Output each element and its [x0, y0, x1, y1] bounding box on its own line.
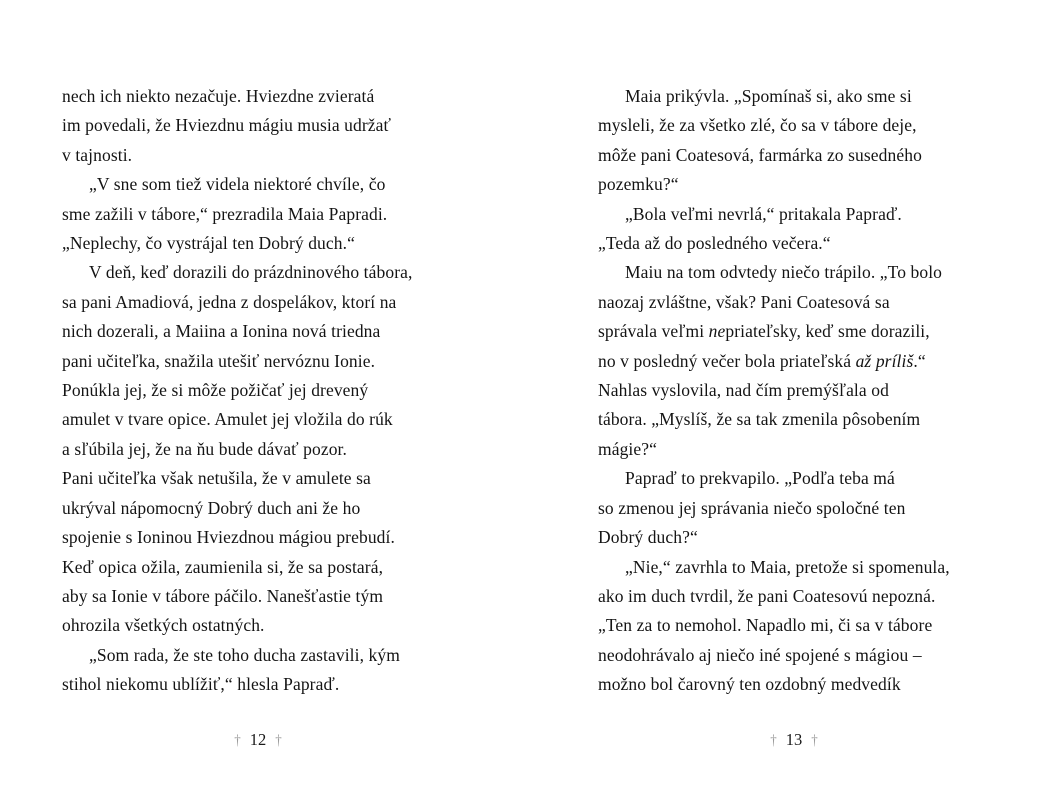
text-line: so zmenou jej správania niečo spoločné ten [598, 497, 906, 518]
text-line: Ponúkla jej, že si môže požičať jej drevený [62, 380, 369, 401]
text-line: nich dozerali, a Maiina a Ionina nová triedna [62, 321, 381, 342]
text-line: Nahlas vyslovila, nad čím premýšľala od [598, 380, 889, 401]
page-footer [62, 730, 454, 750]
text-line: pani učiteľka, snažila utešiť nervóznu Ionie. [62, 350, 376, 371]
text-line: aby sa Ionie v tábore páčilo. Nanešťastie tým [62, 585, 384, 606]
text-line: možno bol čarovný ten ozdobný medvedík [598, 674, 901, 695]
page-footer [598, 730, 990, 750]
text-line: spojenie s Ioninou Hviezdnou mágiou prebudí. [62, 527, 395, 548]
page-left [62, 82, 454, 700]
page-right-text [598, 82, 990, 700]
text-line: správala veľmi nepriateľsky, keď sme dorazili, [598, 321, 930, 342]
text-line: stihol niekomu ublížiť,“ hlesla Papraď. [62, 674, 340, 695]
text-line: ako im duch tvrdil, že pani Coatesovú nepozná. [598, 585, 936, 606]
text-line: v tajnosti. [62, 144, 133, 165]
text-line: a sľúbila jej, že na ňu bude dávať pozor. [62, 438, 347, 459]
text-line: naozaj zvláštne, však? Pani Coatesová sa [598, 291, 890, 312]
text-line: „Som rada, že ste toho ducha zastavili, kým [89, 644, 400, 665]
text-line: nech ich niekto nezačuje. Hviezdne zvieratá [62, 86, 375, 106]
text-line: neodohrávalo aj niečo iné spojené s mágiou – [598, 644, 922, 665]
page-ornament-icon: † [770, 730, 777, 749]
text-line: tábora. „Myslíš, že sa tak zmenila pôsobením [598, 409, 921, 430]
text-line: „Ten za to nemohol. Napadlo mi, či sa v tábore [598, 615, 933, 636]
page-number: 13 [785, 730, 803, 749]
text-line: môže pani Coatesová, farmárka zo susedného [598, 144, 922, 165]
text-line: Maiu na tom odvtedy niečo trápilo. „To bolo [625, 262, 943, 283]
text-line: mysleli, že za všetko zlé, čo sa v tábore deje, [598, 115, 917, 136]
text-line: Dobrý duch?“ [598, 527, 698, 548]
text-line: „Bola veľmi nevrlá,“ pritakala Papraď. [625, 203, 902, 224]
text-line: Pani učiteľka však netušila, že v amulete sa [62, 468, 371, 489]
text-line: „V sne som tiež videla niektoré chvíle, čo [89, 174, 386, 195]
text-line: sa pani Amadiová, jedna z dospelákov, ktorí na [62, 291, 397, 312]
text-line: „Nie,“ zavrhla to Maia, pretože si spomenula, [625, 556, 950, 577]
page-ornament-icon: † [811, 730, 818, 749]
text-line: mágie?“ [598, 438, 657, 459]
text-line: im povedali, že Hviezdnu mágiu musia udržať [62, 115, 392, 136]
page-ornament-icon: † [275, 730, 282, 749]
text-line: amulet v tvare opice. Amulet jej vložila do rúk [62, 409, 393, 430]
text-line: Keď opica ožila, zaumienila si, že sa postará, [62, 556, 384, 577]
text-line: ohrozila všetkých ostatných. [62, 615, 265, 636]
text-line: Papraď to prekvapilo. „Podľa teba má [625, 468, 895, 489]
text-line: pozemku?“ [598, 174, 679, 195]
text-line: „Neplechy, čo vystrájal ten Dobrý duch.“ [62, 233, 355, 254]
page-ornament-icon: † [234, 730, 241, 749]
text-line: „Teda až do posledného večera.“ [598, 233, 831, 254]
text-line: Maia prikývla. „Spomínaš si, ako sme si [625, 86, 912, 106]
page-left-text [62, 82, 454, 700]
text-line: no v posledný večer bola priateľská až príliš.“ [598, 350, 926, 371]
page-right [598, 82, 990, 700]
text-line: ukrýval nápomocný Dobrý duch ani že ho [62, 497, 361, 518]
text-line: sme zažili v tábore,“ prezradila Maia Papradi. [62, 203, 388, 224]
page-number: 12 [249, 730, 267, 749]
text-line: V deň, keď dorazili do prázdninového tábora, [89, 262, 413, 283]
